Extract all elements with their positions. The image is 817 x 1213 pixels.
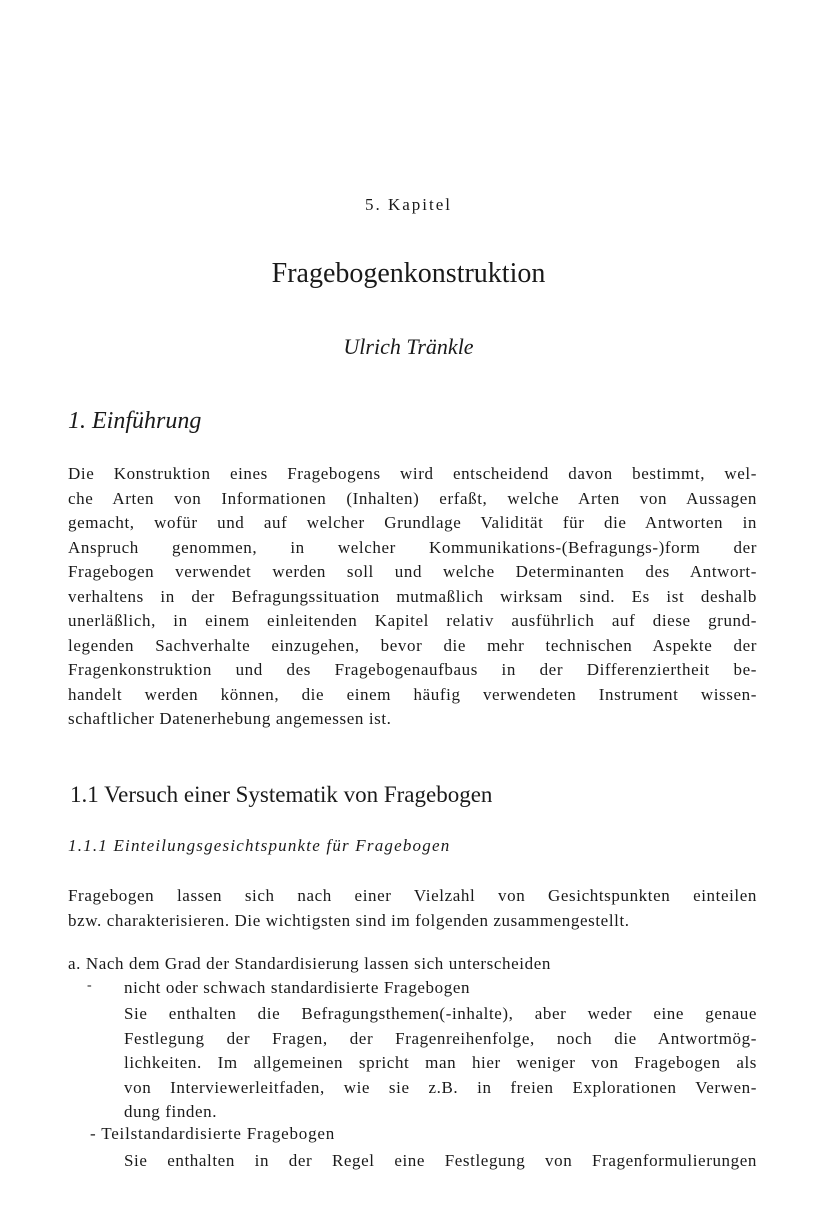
text-line: bzw. charakterisieren. Die wichtigsten sind im folgenden zusammengestellt. [68,910,630,930]
section-heading-introduction: 1. Einführung [68,408,202,434]
list-item-a: a. Nach dem Grad der Standardisierung lassen sich unterscheiden [68,954,551,973]
text-line: verhaltens in der Befragungssituation mutmaßlich wirksam sind. Es ist deshalb [68,586,757,606]
classification-paragraph [68,884,757,933]
list-subitem-description [124,1002,757,1125]
text-line: Fragenkonstruktion und des Fragebogenaufbaus in der Differenziertheit be- [68,660,757,679]
text-line: Fragebogen verwendet werden soll und welche Determinanten des Antwort- [68,562,757,581]
text-line: Anspruch genommen, in welcher Kommunikations-(Befragungs-)form der [68,537,757,557]
text-line: dung finden. [124,1102,218,1121]
list-dash: - [87,978,92,993]
list-subitem-heading: nicht oder schwach standardisierte Fragebogen [124,978,471,997]
chapter-title: Fragebogenkonstruktion [271,258,546,289]
text-line: handelt werden können, die einem häufig verwendeten Instrument wissen- [68,684,757,704]
text-line: legenden Sachverhalte einzugehen, bevor die mehr technischen Aspekte der [68,635,757,655]
list-subitem-description [124,1149,757,1174]
text-line: Die Konstruktion eines Fragebogens wird entscheidend davon bestimmt, wel- [68,464,757,483]
text-line: Sie enthalten die Befragungsthemen(-inhalte), aber weder eine genaue [124,1004,757,1023]
text-line: Sie enthalten in der Regel eine Festlegung von Fragenformulierungen [124,1151,757,1170]
text-line: unerläßlich, in einem einleitenden Kapitel relativ ausführlich auf diese grund- [68,611,757,630]
text-line: gemacht, wofür und auf welcher Grundlage Validität für die Antworten in [68,513,757,532]
text-line: von Interviewerleitfaden, wie sie z.B. in freien Explorationen Verwen- [124,1077,757,1097]
subsection-heading-classification: 1.1.1 Einteilungsgesichtspunkte für Fragebogen [68,836,451,855]
text-line: che Arten von Informationen (Inhalten) erfaßt, welche Arten von Aussagen [68,488,757,508]
chapter-label: 5. Kapitel [364,195,453,214]
section-heading-systematics: 1.1 Versuch einer Systematik von Fragebogen [70,782,493,807]
list-subitem-heading: - Teilstandardisierte Fragebogen [90,1124,336,1143]
text-line: schaftlicher Datenerhebung angemessen ist. [68,709,392,728]
text-line: Festlegung der Fragen, der Fragenreihenfolge, noch die Antwortmög- [124,1028,757,1048]
text-line: lichkeiten. Im allgemeinen spricht man hier weniger von Fragebogen als [124,1053,757,1072]
introduction-paragraph [68,462,757,732]
text-line: Fragebogen lassen sich nach einer Vielzahl von Gesichtspunkten einteilen [68,886,757,905]
author-name: Ulrich Tränkle [343,334,474,359]
